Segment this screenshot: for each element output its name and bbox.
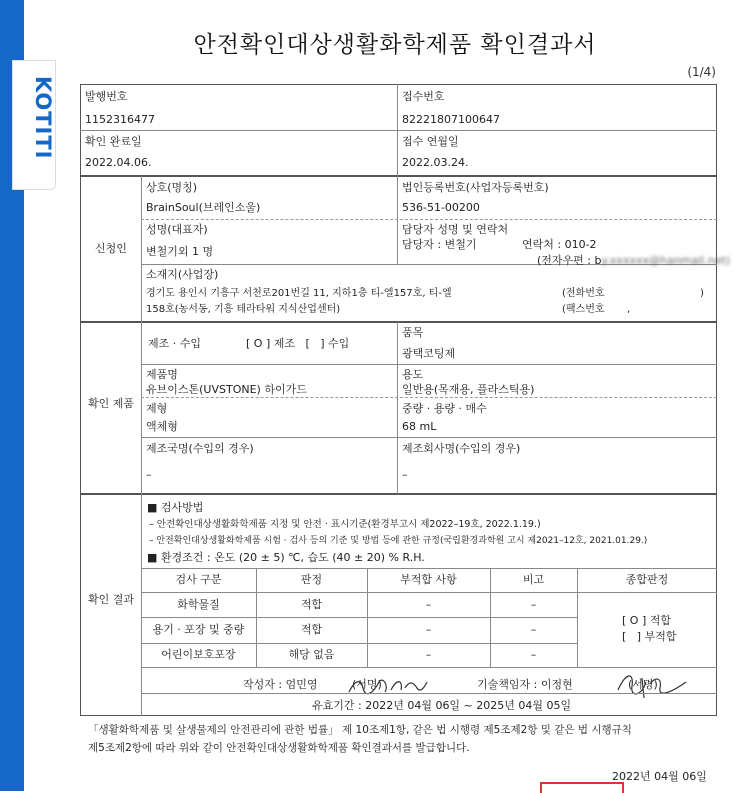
method-title: ■ 검사방법 xyxy=(147,501,204,514)
row-container-note: – xyxy=(530,623,537,636)
contact-person: 담당자 : 변철기 xyxy=(402,238,477,251)
contact-email-prefix: (전자우편 : b xyxy=(537,254,602,267)
result-header-category: 검사 구분 xyxy=(175,573,222,586)
confirm-date: 2022.04.06. xyxy=(85,156,152,169)
row-container-verdict: 적합 xyxy=(300,623,323,636)
confirm-date-label: 확인 완료일 xyxy=(85,135,142,148)
issue-date: 2022년 04월 06일 xyxy=(612,770,707,783)
overall-fail: [ ] 부적합 xyxy=(622,630,677,643)
row-child-nonconformity: – xyxy=(425,648,432,661)
registration-label: 법인등록번호(사업자등록번호) xyxy=(402,181,549,194)
result-header-overall: 종합판정 xyxy=(625,573,669,586)
contact-email-blurred: y.xxxxxx@hanmail.net) xyxy=(601,254,731,267)
issue-number: 1152316477 xyxy=(85,113,155,126)
weight-label: 중량 · 용량 · 매수 xyxy=(402,402,487,415)
representative-label: 성명(대표자) xyxy=(146,223,208,236)
author-sign-label: (서명) xyxy=(352,678,382,691)
validity-period: 유효기간 : 2022년 04월 06일 ~ 2025년 04월 05일 xyxy=(312,699,572,712)
receipt-number: 82221807100647 xyxy=(402,113,500,126)
mfg-import-label: 제조 · 수입 xyxy=(148,337,201,350)
row-child-note: – xyxy=(530,648,537,661)
applicant-section-label: 신청인 xyxy=(95,242,127,255)
form-label: 제형 xyxy=(146,402,168,415)
row-child-verdict: 해당 없음 xyxy=(288,648,335,661)
author-name: 작성자 : 엄민영 xyxy=(243,678,318,691)
form-value: 액체형 xyxy=(146,420,178,433)
phone-end: ) xyxy=(700,288,704,299)
document-title: 안전확인대상생활화학제품 확인결과서 xyxy=(193,32,597,58)
row-chemical-category: 화학물질 xyxy=(177,598,220,611)
product-section-label: 확인 제품 xyxy=(87,397,134,410)
address-label: 소재지(사업장) xyxy=(146,268,219,281)
company-name: BrainSoul(브레인소울) xyxy=(146,201,261,214)
engineer-sign-label: (서명) xyxy=(628,678,658,691)
use-label: 용도 xyxy=(402,368,424,381)
contact-email xyxy=(537,254,730,267)
legal-statement-line-1: 「생활화학제품 및 살생물제의 안전관리에 관한 법률」 제 10조제1항, 같은 법 시행령 제5조제2항 및 같은 법 시행규칙 xyxy=(88,724,632,736)
result-header-note: 비고 xyxy=(522,573,545,586)
receipt-date: 2022.03.24. xyxy=(402,156,469,169)
registration-number: 536-51-00200 xyxy=(402,201,480,214)
row-chemical-note: – xyxy=(530,598,537,611)
brand-logo: KOTITI xyxy=(31,76,55,160)
representative: 변철기외 1 명 xyxy=(146,245,214,258)
country-label: 제조국명(수입의 경우) xyxy=(146,442,254,455)
maker-value: – xyxy=(402,468,408,481)
receipt-number-label: 접수번호 xyxy=(402,90,445,103)
legal-statement-line-2: 제5조제2항에 따라 위와 같이 안전확인대상생활화학제품 확인결과서를 발급합니다. xyxy=(88,742,470,754)
phone-label: (전화번호 xyxy=(562,288,605,299)
overall-pass: [ O ] 적합 xyxy=(622,614,671,627)
fax-label: (팩스번호 xyxy=(562,304,605,315)
row-chemical-verdict: 적합 xyxy=(300,598,323,611)
weight-value: 68 mL xyxy=(402,420,437,433)
product-name: 유브이스톤(UVSTONE) 하이가드 xyxy=(146,383,307,396)
row-child-category: 어린이보호포장 xyxy=(161,648,236,661)
address-line-2: 158호(농서동, 기흥 테라타워 지식산업센터) xyxy=(146,304,341,315)
country-value: – xyxy=(146,468,152,481)
method-line-2: – 안전확인대상생활화학제품 시험 · 검사 등의 기준 및 방법 등에 관한 규정(국립환경과학원 고시 제2021–12호, 2021.01.29.) xyxy=(149,536,648,546)
result-header-verdict: 판정 xyxy=(300,573,323,586)
result-section-label: 확인 결과 xyxy=(87,593,134,606)
row-container-nonconformity: – xyxy=(425,623,432,636)
engineer-signature xyxy=(612,668,692,702)
row-chemical-nonconformity: – xyxy=(425,598,432,611)
method-line-1: – 안전확인대상생활화학제품 지정 및 안전 · 표시기준(환경부고시 제2022–19호, 2022.1.19.) xyxy=(149,519,541,530)
address-line-1: 경기도 용인시 기흥구 서천로201번길 11, 지하1층 티-엘157호, 티-엘 xyxy=(146,288,452,299)
item-value: 광택코팅제 xyxy=(402,347,456,360)
environment-conditions: ■ 환경조건 : 온도 (20 ± 5) ℃, 습도 (40 ± 20) % R.H. xyxy=(147,551,425,564)
mfg-import-choice: [ O ] 제조 [ ] 수입 xyxy=(246,337,350,350)
maker-label: 제조회사명(수입의 경우) xyxy=(402,442,521,455)
contact-label: 담당자 성명 및 연락처 xyxy=(402,223,509,236)
use-value: 일반용(목재용, 플라스틱용) xyxy=(402,383,535,396)
contact-phone: 연락처 : 010-2 xyxy=(522,238,597,251)
company-label: 상호(명칭) xyxy=(146,181,198,194)
official-stamp xyxy=(540,782,624,793)
receipt-date-label: 접수 연월일 xyxy=(402,135,459,148)
product-name-label: 제품명 xyxy=(146,368,178,381)
author-signature xyxy=(345,672,435,700)
fax-end: , xyxy=(627,304,631,315)
row-container-category: 용기 · 포장 및 중량 xyxy=(152,623,245,636)
engineer-name: 기술책임자 : 이정현 xyxy=(477,678,573,691)
result-header-nonconformity: 부적합 사항 xyxy=(400,573,457,586)
page-number: (1/4) xyxy=(687,65,716,79)
issue-number-label: 발행번호 xyxy=(85,90,128,103)
item-label: 품목 xyxy=(402,326,424,339)
